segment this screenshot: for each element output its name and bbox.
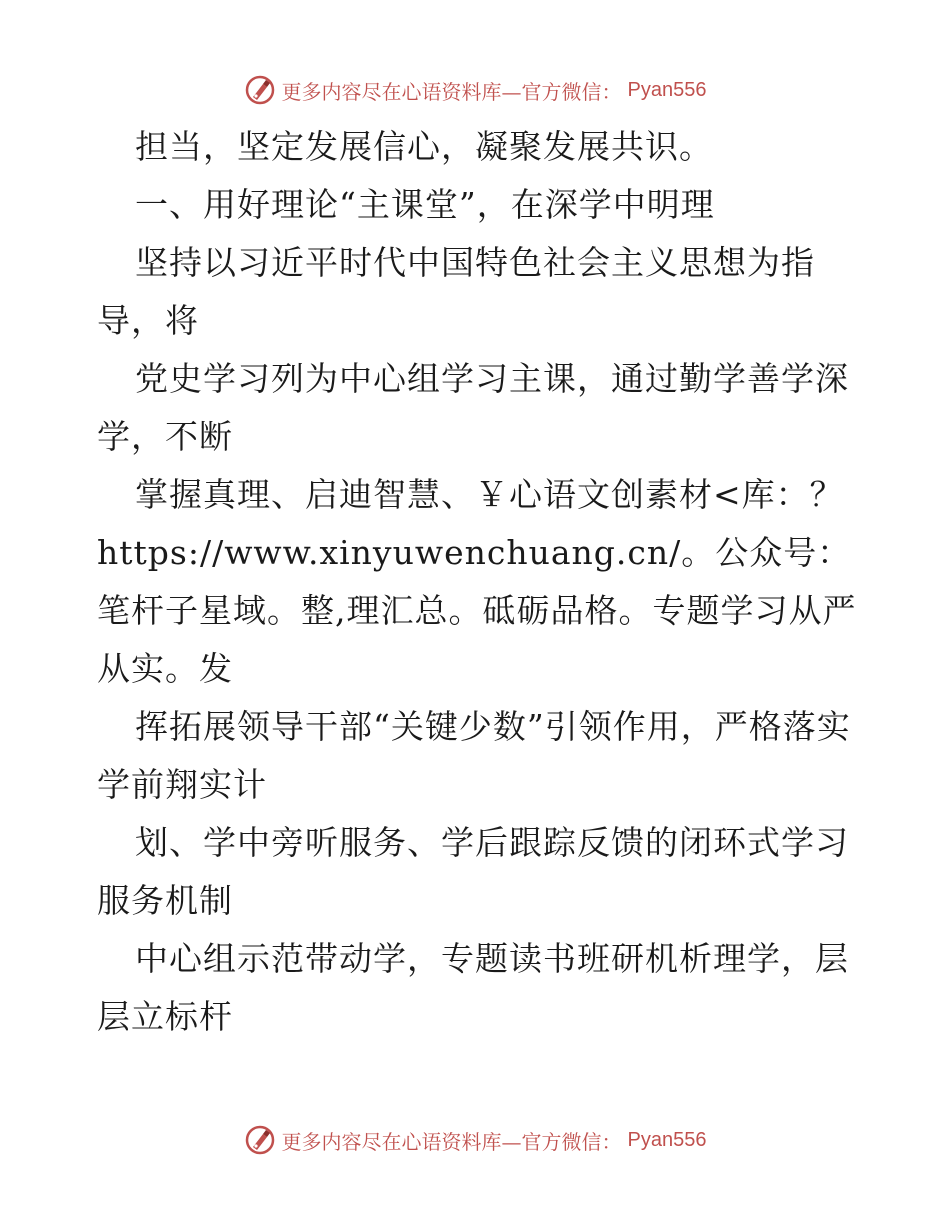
document-body — [97, 118, 857, 1046]
body-paragraph: 坚持以习近平时代中国特色社会主义思想为指导，将 — [97, 243, 815, 340]
header-brand-text: 更多内容尽在心语资料库—官方微信： — [281, 79, 622, 104]
body-paragraph: 中心组示范带动学，专题读书班研机析理学，层层立标杆 — [97, 939, 849, 1036]
footer-banner — [0, 1120, 950, 1160]
section-heading: 一、用好理论“主课堂”，在深学中明理 — [135, 185, 715, 224]
footer-contact-id: Pyan556 — [627, 1128, 707, 1151]
body-paragraph: 担当，坚定发展信心，凝聚发展共识。 — [135, 127, 713, 166]
body-paragraph: 划、学中旁听服务、学后跟踪反馈的闭环式学习服务机制 — [97, 823, 849, 920]
body-paragraph: 党史学习列为中心组学习主课，通过勤学善学深学，不断 — [97, 359, 849, 456]
body-paragraph: 掌握真理、启迪智慧、￥心语文创素材<库：？https://www.xinyuwenchuang.cn/。公众号：笔杆子星域。整,理汇总。砥砺品格。专题学习从严从实。发 — [97, 475, 857, 688]
header-contact-id: Pyan556 — [627, 78, 707, 101]
footer-brand-text: 更多内容尽在心语资料库—官方微信： — [281, 1129, 622, 1154]
header-banner — [0, 70, 950, 110]
body-paragraph: 挥拓展领导干部“关键少数”引领作用，严格落实学前翔实计 — [97, 707, 851, 804]
pen-nib-logo-icon — [244, 1124, 276, 1156]
pen-nib-logo-icon — [244, 74, 276, 106]
